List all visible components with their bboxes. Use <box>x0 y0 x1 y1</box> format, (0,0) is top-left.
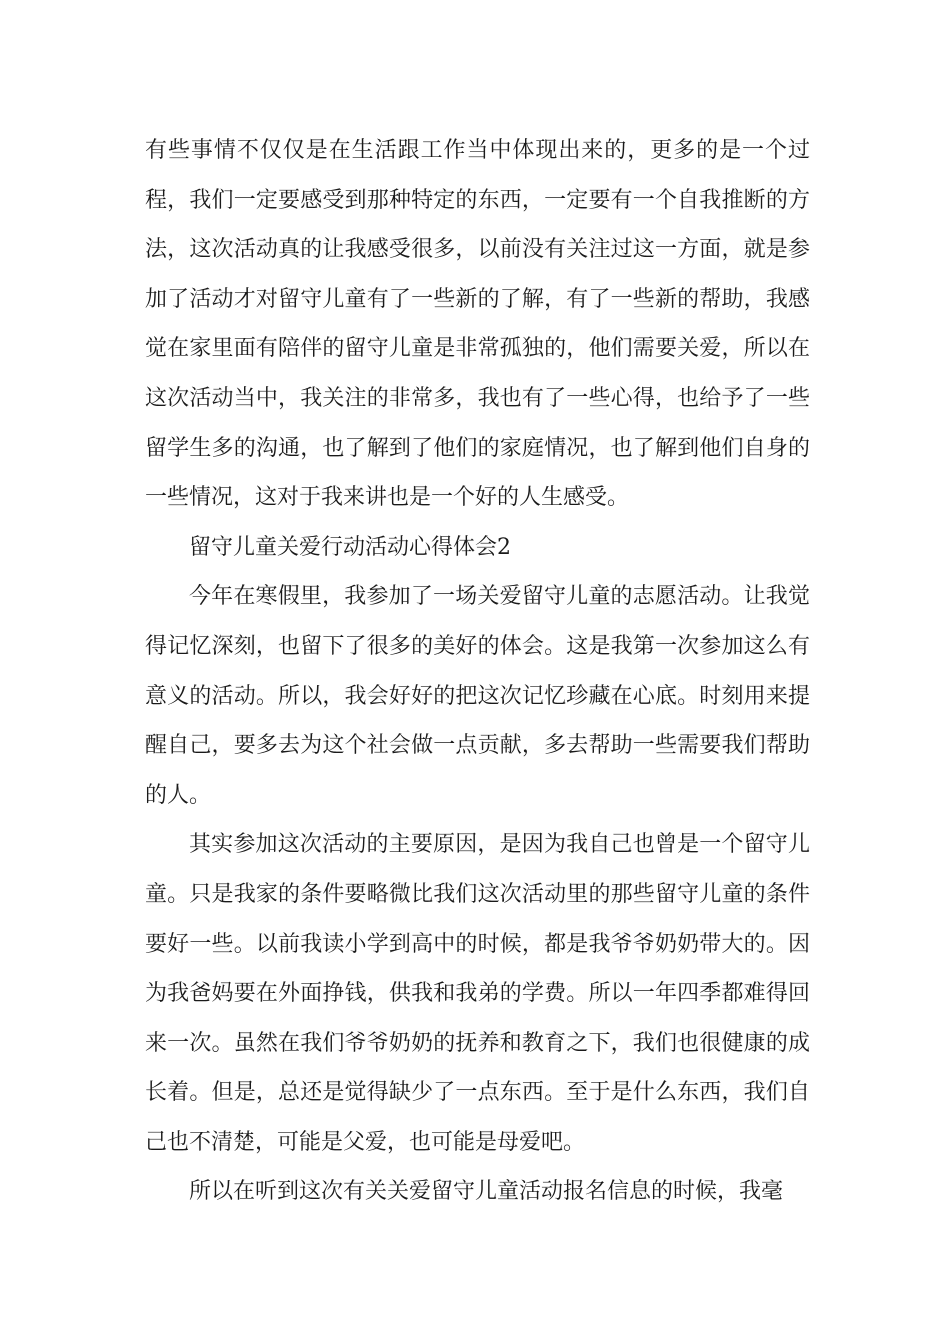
document-body <box>145 126 810 1217</box>
paragraph-3: 其实参加这次活动的主要原因，是因为我自己也曾是一个留守儿童。只是我家的条件要略微比我们这次活动里的那些留守儿童的条件要好一些。以前我读小学到高中的时候，都是我爷爷奶奶带大的。因为我爸妈要在外面挣钱，供我和我弟的学费。所以一年四季都难得回来一次。虽然在我们爷爷奶奶的抚养和教育之下，我们也很健康的成长着。但是，总还是觉得缺少了一点东西。至于是什么东西，我们自己也不清楚，可能是父爱，也可能是母爱吧。 <box>145 832 810 1155</box>
paragraph-4: 所以在听到这次有关关爱留守儿童活动报名信息的时候，我毫 <box>189 1179 784 1205</box>
paragraph-1: 有些事情不仅仅是在生活跟工作当中体现出来的，更多的是一个过程，我们一定要感受到那种特定的东西，一定要有一个自我推断的方法，这次活动真的让我感受很多，以前没有关注过这一方面，就是参加了活动才对留守儿童有了一些新的了解，有了一些新的帮助，我感觉在家里面有陪伴的留守儿童是非常孤独的，他们需要关爱，所以在这次活动当中，我关注的非常多，我也有了一些心得，也给予了一些留学生多的沟通，也了解到了他们的家庭情况，也了解到他们自身的一些情况，这对于我来讲也是一个好的人生感受。 <box>145 138 810 511</box>
section-heading: 留守儿童关爱行动活动心得体会2 <box>189 534 511 560</box>
paragraph-2: 今年在寒假里，我参加了一场关爱留守儿童的志愿活动。让我觉得记忆深刻，也留下了很多的美好的体会。这是我第一次参加这么有意义的活动。所以，我会好好的把这次记忆珍藏在心底。时刻用来提醒自己，要多去为这个社会做一点贡献，多去帮助一些需要我们帮助的人。 <box>145 584 810 808</box>
